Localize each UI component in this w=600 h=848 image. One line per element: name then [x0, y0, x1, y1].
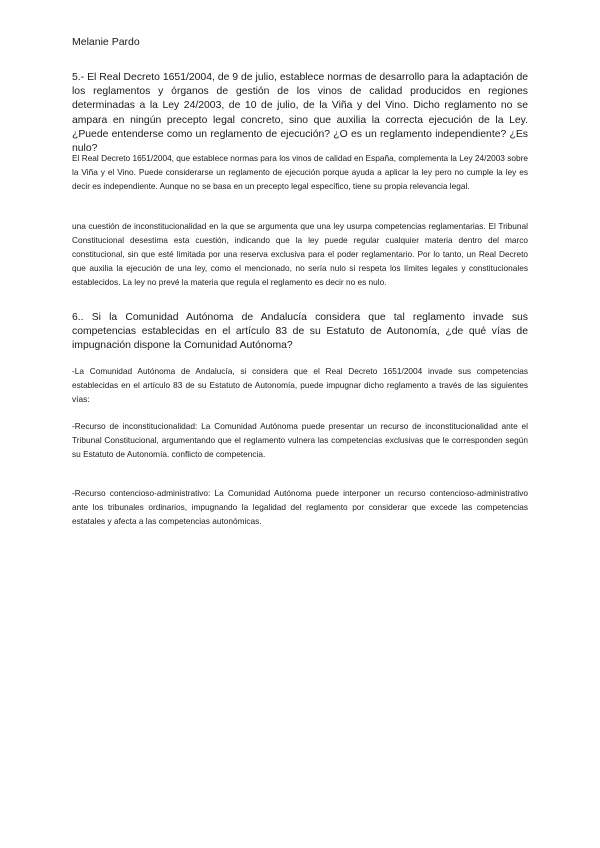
answer-5-paragraph-2: una cuestión de inconstitucionalidad en la que se argumenta que una ley usurpa competencias reglamentarias. El Tribunal Constitucional desestima esta cuestión, indicando que la ley puede regular cualquier materia dentro del marco constitucional, sin que esté limitada por una reserva exclusiva para el poder reglamentario. Por lo tanto, un Real Decreto que auxilia la ejecución de una ley, como el mencionado, no sería nulo si respeta los límites legales y constitucionales establecidos. La ley no prevé la materia que regula el reglamento es decir no es nulo. [72, 221, 528, 287]
author-name: Melanie Pardo [72, 36, 140, 48]
question-6: 6.. Si la Comunidad Autónoma de Andalucía considera que tal reglamento invade sus competencias establecidas en el artículo 83 de su Estatuto de Autonomía, ¿de qué vías de impugnación dispone la Comunidad Autónoma? [72, 312, 528, 352]
answer-6-intro: -La Comunidad Autónoma de Andalucía, si considera que el Real Decreto 1651/2004 invade sus competencias establecidas en el artículo 83 de su Estatuto de Autonomía, puede impugnar dicho reglamento a través de las siguientes vías: [72, 366, 528, 404]
answer-5-paragraph-1: El Real Decreto 1651/2004, que establece normas para los vinos de calidad en España, complementa la Ley 24/2003 sobre la Viña y el Vino. Puede considerarse un reglamento de ejecución porque ayuda a aplicar la ley pero no cumple la ley es decir es independiente. Aunque no se basa en un precepto legal específico, tiene su propia relevancia legal. [72, 153, 528, 191]
answer-6-option-2: -Recurso contencioso-administrativo: La Comunidad Autónoma puede interponer un recurso contencioso-administrativo ante los tribunales ordinarios, impugnando la legalidad del reglamento por considerar que excede las competencias estatales y afecta a las competencias autonómicas. [72, 488, 528, 526]
question-5: 5.- El Real Decreto 1651/2004, de 9 de julio, establece normas de desarrollo para la adaptación de los reglamentos y órganos de gestión de los vinos de calidad producidos en regiones determinadas a la Ley 24/2003, de 10 de julio, de la Viña y del Vino. Dicho reglamento no se ampara en ningún precepto legal concreto, sino que auxilia la correcta ejecución de la Ley. ¿Puede entenderse como un reglamento de ejecución? ¿O es un reglamento independiente? ¿Es nulo? [72, 72, 528, 155]
answer-6-option-1: -Recurso de inconstitucionalidad: La Comunidad Autónoma puede presentar un recurso de inconstitucionalidad ante el Tribunal Constitucional, argumentando que el reglamento vulnera las competencias exclusivas que le corresponden según su Estatuto de Autonomía. conflicto de competencia. [72, 421, 528, 459]
